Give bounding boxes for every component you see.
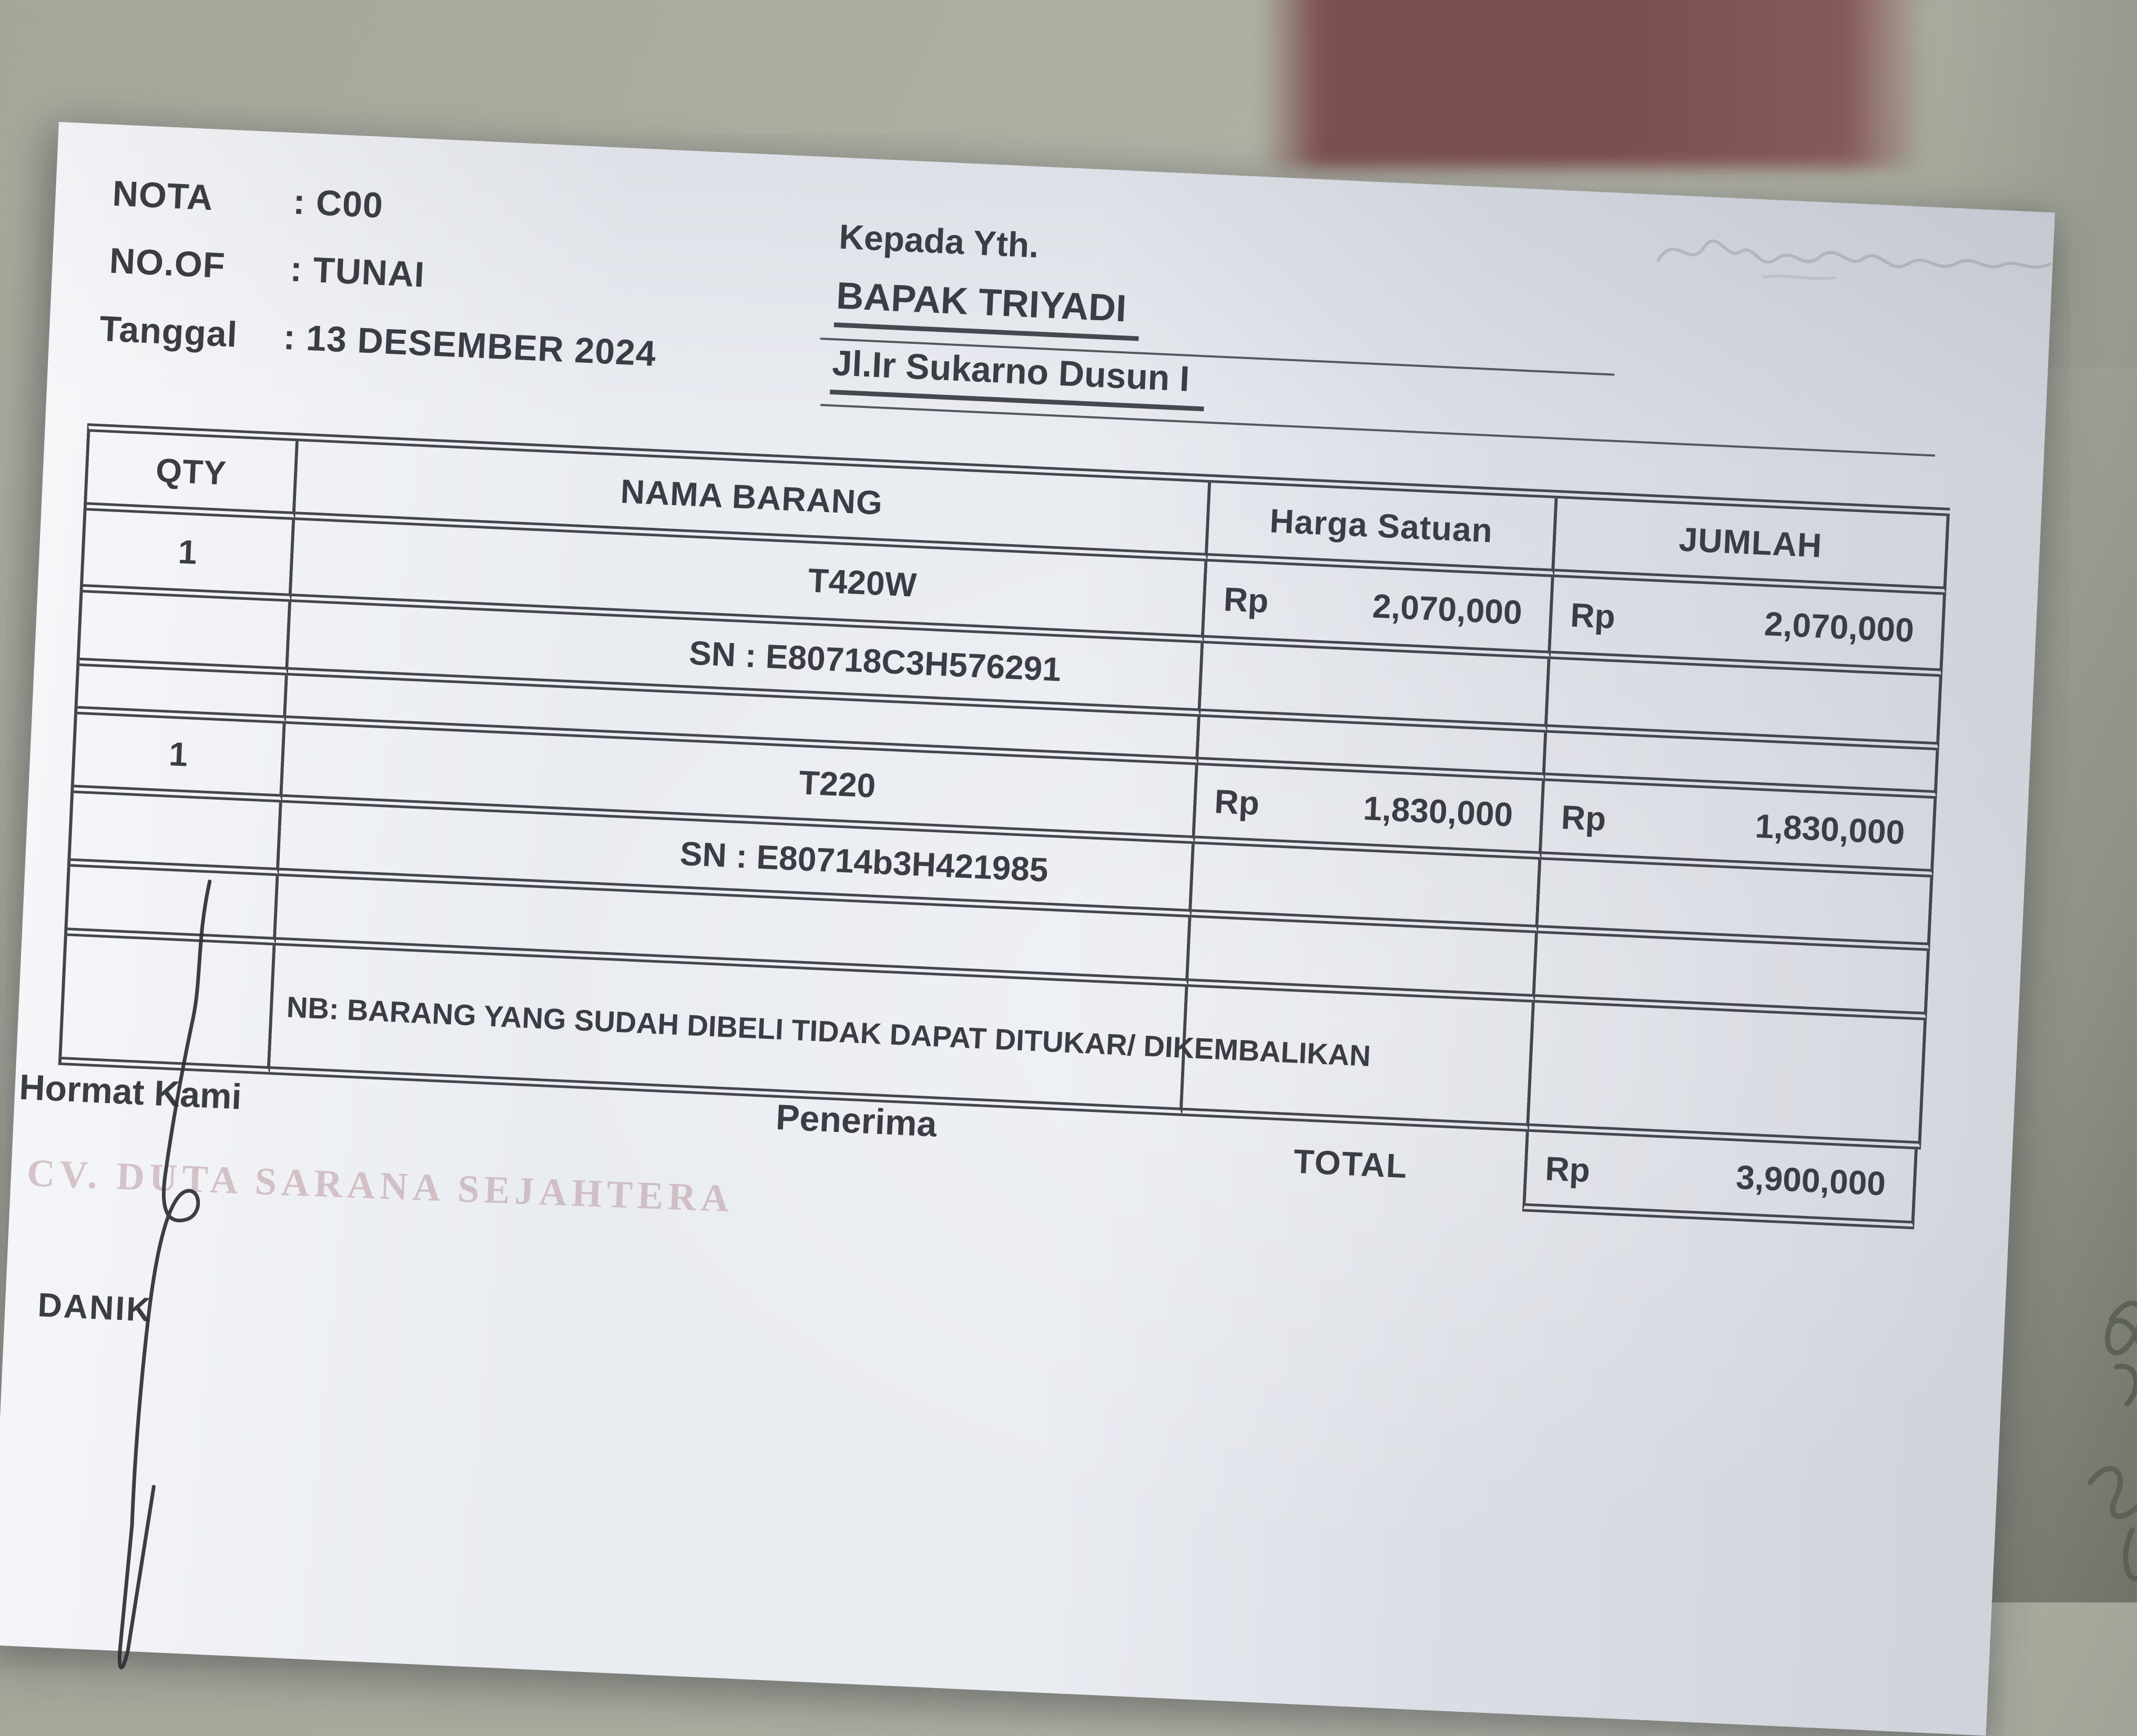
col-header-jumlah: JUMLAH (1554, 498, 1950, 595)
item1-total-currency: Rp (1569, 596, 1616, 636)
signature-stroke (0, 122, 2055, 1735)
col-header-qty: QTY (87, 432, 299, 520)
item2-total-currency: Rp (1560, 798, 1607, 838)
item1-serial-number: SN : E80718C3H576291 (288, 602, 1204, 717)
note-text: NB: BARANG YANG SUDAH DIBELI TIDAK DAPAT DITUKAR/ DIKEMBALIKAN (270, 945, 1188, 1116)
total-label: TOTAL (1293, 1142, 1409, 1186)
receipt-paper (0, 122, 2055, 1735)
item2-serial-number: SN : E80714b3H421985 (279, 803, 1195, 918)
item2-unit-amount: 1,830,000 (1362, 789, 1514, 834)
grand-total-amount: 3,900,000 (1735, 1158, 1887, 1203)
item2-unit-currency: Rp (1214, 782, 1260, 822)
hormat-kami-label: Hormat Kami (18, 1067, 243, 1117)
item2-name: T220 (282, 724, 1198, 844)
item1-total-amount: 2,070,000 (1763, 605, 1915, 649)
recipient-salutation: Kepada Yth. (838, 217, 1040, 265)
nota-value: : C00 (292, 181, 384, 226)
nota-label: NOTA (111, 173, 215, 218)
item2-total-amount: 1,830,000 (1754, 806, 1906, 852)
penerima-label: Penerima (775, 1097, 938, 1145)
item1-name: T420W (291, 520, 1207, 644)
company-stamp: CV. DUTA SARANA SEJAHTERA (26, 1151, 735, 1221)
item1-unit-amount: 2,070,000 (1371, 587, 1523, 632)
recipient-name: BAPAK TRIYADI (834, 274, 1141, 341)
recipient-address: Jl.Ir Sukarno Dusun I (830, 342, 1206, 411)
item1-qty: 1 (83, 510, 295, 602)
signer-name: DANIK (37, 1285, 153, 1329)
pencil-scribble (1651, 205, 2065, 313)
item2-qty: 1 (74, 714, 286, 803)
grand-total-currency: Rp (1544, 1149, 1591, 1190)
col-header-nama-barang: NAMA BARANG (295, 441, 1211, 561)
tanggal-label: Tanggal (98, 308, 239, 355)
noof-label: NO.OF (108, 240, 226, 286)
background-maroon-object (1259, 0, 1927, 168)
item1-unit-currency: Rp (1223, 580, 1269, 620)
background-handwriting-marks (2053, 1257, 2137, 1625)
col-header-harga-satuan: Harga Satuan (1207, 483, 1558, 577)
noof-value: : TUNAI (289, 249, 426, 295)
tanggal-value: : 13 DESEMBER 2024 (282, 316, 657, 374)
